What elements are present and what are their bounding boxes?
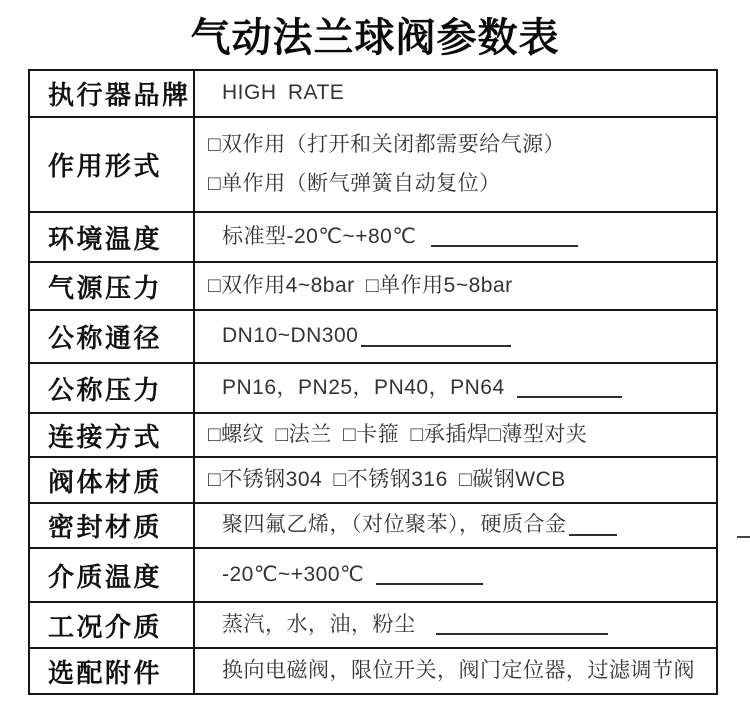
row-label — [30, 603, 195, 647]
row-label — [30, 504, 195, 547]
row-value — [195, 603, 716, 647]
table-row — [30, 213, 716, 263]
stray-dash-mark — [737, 536, 750, 538]
row-label-text: 阀体材质 — [48, 466, 163, 497]
value-text: □双作用（打开和关闭都需要给气源） — [208, 132, 566, 156]
table-row — [30, 311, 716, 364]
table-row — [30, 649, 716, 693]
option-line-with-checkboxes — [195, 467, 716, 493]
row-value — [195, 118, 716, 211]
row-label — [30, 649, 195, 693]
fill-in-blank-line — [431, 227, 578, 247]
value-line — [195, 612, 716, 638]
option-line-with-checkboxes — [195, 422, 716, 448]
row-label — [30, 549, 195, 601]
value-text: 蒸汽，水，油，粉尘 — [222, 612, 416, 636]
fill-in-blank-line — [361, 327, 511, 347]
option-line-with-checkboxes — [195, 132, 716, 158]
option-line-with-checkboxes — [195, 171, 716, 197]
row-value — [195, 71, 716, 116]
row-value — [195, 504, 716, 547]
row-label — [30, 213, 195, 261]
row-label-text: 公称压力 — [48, 374, 163, 405]
table-row — [30, 414, 716, 458]
row-label — [30, 71, 195, 116]
value-text: □单作用（断气弹簧自动复位） — [208, 172, 501, 196]
value-line — [195, 375, 716, 401]
table-row — [30, 263, 716, 311]
row-value — [195, 414, 716, 456]
row-label — [30, 118, 195, 211]
value-text: □不锈钢304 □不锈钢316 □碳钢WCB — [208, 467, 566, 491]
table-row — [30, 458, 716, 504]
row-value — [195, 263, 716, 309]
row-label — [30, 364, 195, 412]
row-value — [195, 649, 716, 693]
row-label-text: 连接方式 — [48, 421, 163, 452]
row-label-text: 工况介质 — [48, 611, 163, 642]
value-text: -20℃~+300℃ — [222, 562, 365, 586]
row-label — [30, 414, 195, 456]
row-label-text: 公称通径 — [48, 323, 163, 353]
fill-in-blank-line — [517, 378, 622, 398]
value-line — [195, 512, 716, 538]
value-line — [195, 80, 716, 106]
value-text: □螺纹 □法兰 □卡箍 □承插焊□薄型对夹 — [208, 422, 588, 446]
row-label-text: 密封材质 — [48, 512, 163, 542]
value-text: DN10~DN300 — [222, 324, 359, 348]
table-row — [30, 504, 716, 549]
table-row — [30, 364, 716, 414]
table-row — [30, 549, 716, 603]
row-label-text: 执行器品牌 — [48, 80, 191, 110]
row-label — [30, 263, 195, 309]
fill-in-blank-line — [376, 565, 483, 585]
value-line — [195, 323, 716, 349]
table-row — [30, 603, 716, 649]
value-text: 标准型-20℃~+80℃ — [222, 224, 417, 248]
table-row — [30, 71, 716, 118]
row-label — [30, 458, 195, 502]
value-text: PN16，PN25，PN40，PN64 — [222, 375, 505, 399]
value-text: □双作用4~8bar □单作用5~8bar — [208, 273, 513, 297]
row-label-text: 环境温度 — [48, 223, 163, 254]
row-value — [195, 549, 716, 601]
row-value — [195, 364, 716, 412]
row-value — [195, 213, 716, 261]
value-line — [195, 224, 716, 250]
row-label-text: 作用形式 — [48, 151, 163, 181]
value-text: HIGH RATE — [222, 81, 345, 105]
row-label-text: 气源压力 — [48, 272, 163, 303]
value-text: 换向电磁阀，限位开关，阀门定位器，过滤调节阀 — [222, 658, 695, 682]
row-value — [195, 311, 716, 362]
value-line — [195, 658, 716, 684]
option-line-with-checkboxes — [195, 273, 716, 299]
value-line — [195, 562, 716, 588]
row-label — [30, 311, 195, 362]
fill-in-blank-line — [436, 615, 608, 635]
row-label-text: 介质温度 — [48, 561, 163, 592]
table-row — [30, 118, 716, 213]
fill-in-blank-line — [569, 516, 617, 536]
row-value — [195, 458, 716, 502]
value-text: 聚四氟乙烯，（对位聚苯），硬质合金 — [222, 513, 567, 537]
row-label-text: 选配附件 — [48, 657, 163, 688]
spec-table — [28, 69, 718, 695]
page-title: 气动法兰球阀参数表 — [190, 16, 560, 60]
